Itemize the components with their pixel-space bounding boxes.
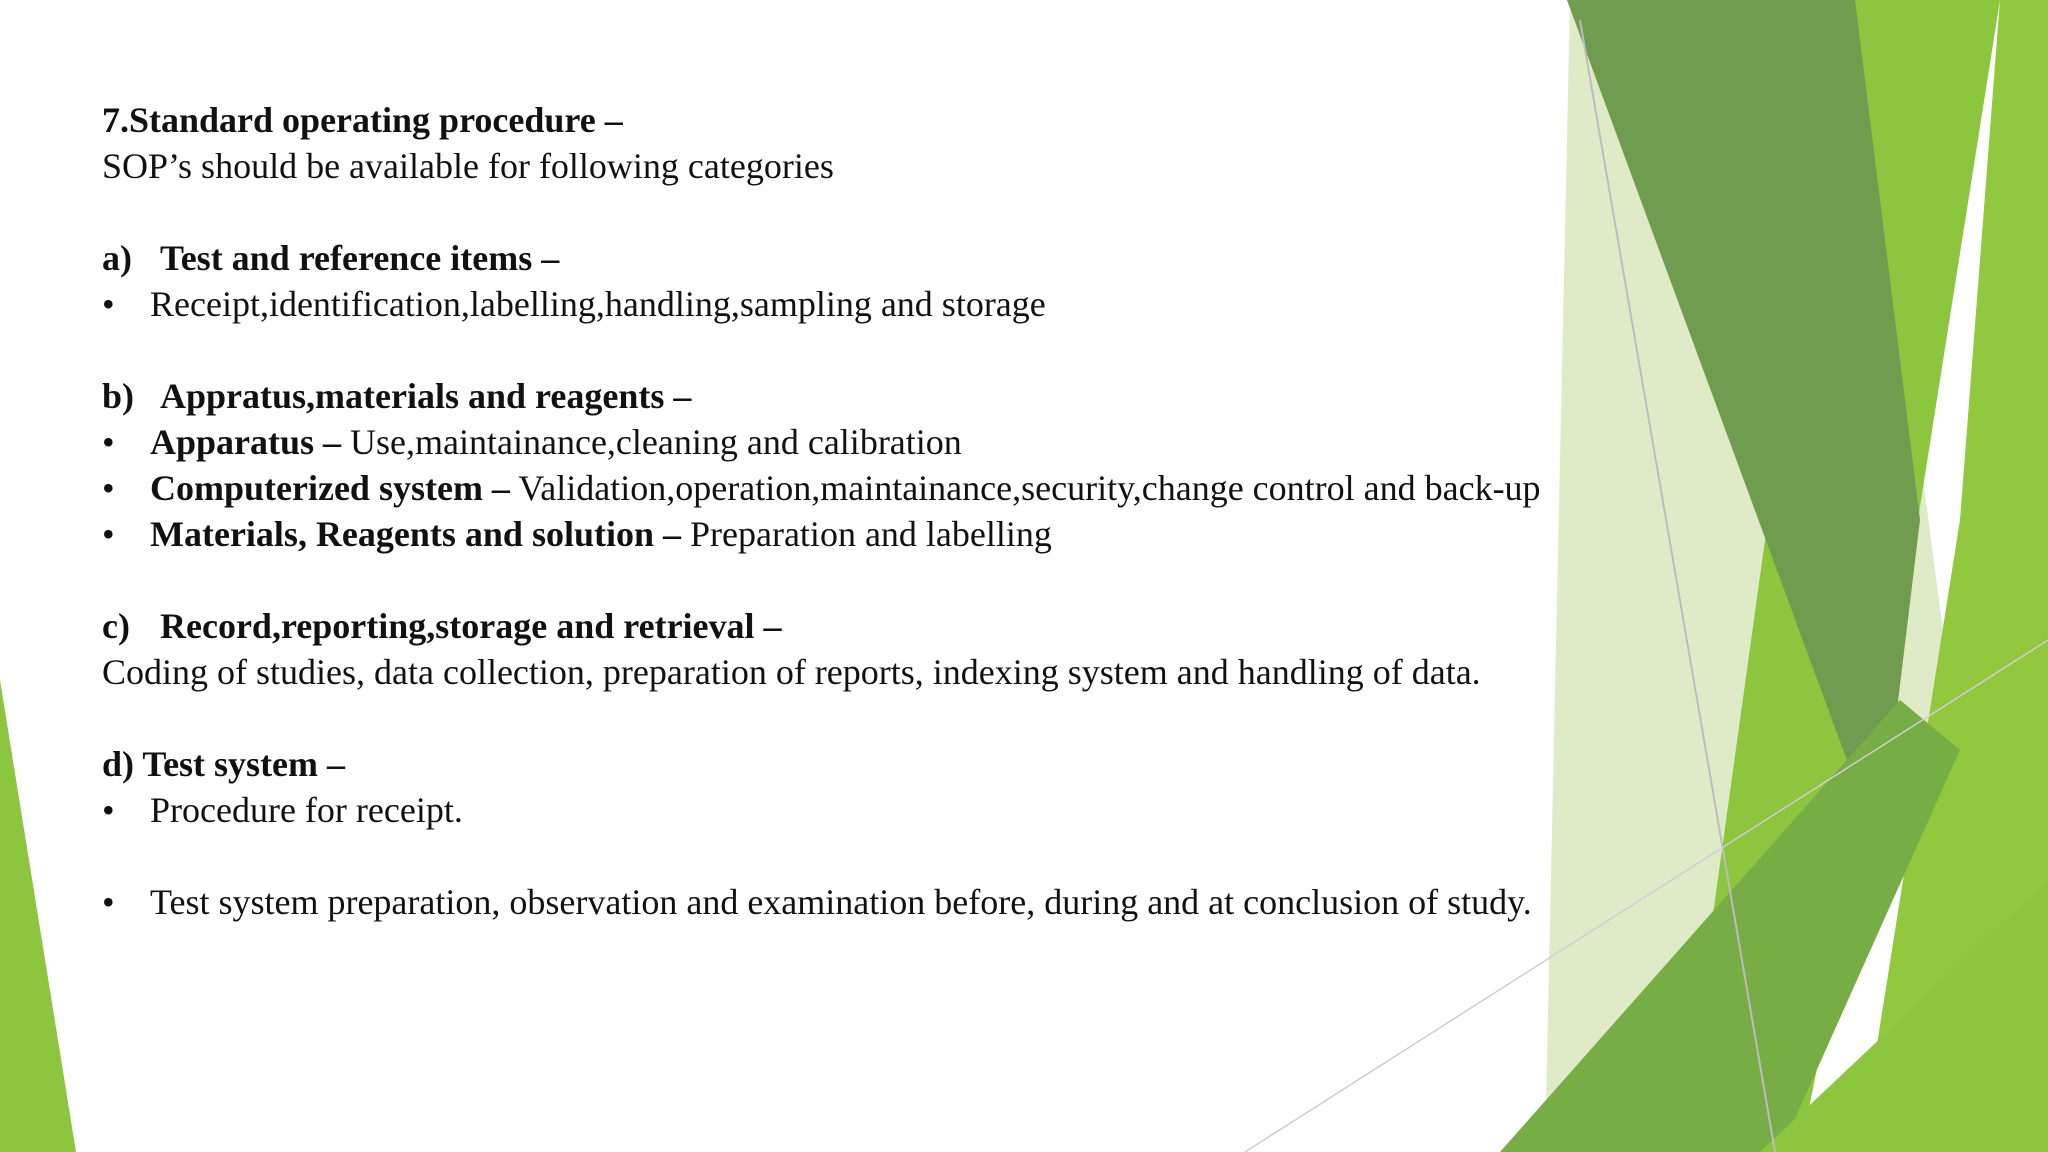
- list-item-label: Apparatus –: [150, 422, 342, 462]
- left-green-shape: [0, 680, 76, 1152]
- bullet-icon: •: [102, 468, 115, 508]
- list-item-text: Procedure for receipt.: [150, 790, 463, 830]
- list-item: [102, 465, 1710, 511]
- bullet-icon: •: [102, 514, 115, 554]
- bullet-icon: •: [102, 882, 115, 922]
- section-b-heading: [102, 373, 1662, 419]
- list-item-label: Computerized system –: [150, 468, 510, 508]
- section-a-heading: [102, 235, 1662, 281]
- spacer: [102, 189, 1662, 235]
- list-item: [102, 879, 1662, 925]
- spacer: [102, 327, 1662, 373]
- list-item-text: Validation,operation,maintainance,security,change control and back-up: [509, 468, 1541, 508]
- slide-content: [102, 97, 1662, 925]
- list-item-label: Materials, Reagents and solution –: [150, 514, 681, 554]
- section-b-title: Appratus,materials and reagents –: [160, 376, 692, 416]
- list-item-text: Use,maintainance,cleaning and calibration: [341, 422, 962, 462]
- spacer: [102, 833, 1662, 879]
- list-item: [102, 419, 1662, 465]
- page-title: 7.Standard operating procedure –: [102, 100, 623, 140]
- list-item-text: Test system preparation, observation and examination before, during and at conclusion of study.: [150, 882, 1532, 922]
- list-item: [102, 281, 1662, 327]
- section-b-letter: b): [102, 376, 135, 416]
- list-item: [102, 787, 1662, 833]
- bullet-icon: •: [102, 284, 115, 324]
- section-c-letter: c): [102, 606, 130, 646]
- list-item-text: Receipt,identification,labelling,handling,sampling and storage: [150, 284, 1046, 324]
- intro-text: SOP’s should be available for following categories: [102, 146, 834, 186]
- spacer: [102, 557, 1662, 603]
- section-a-title: Test and reference items –: [160, 238, 560, 278]
- list-item-text: Preparation and labelling: [681, 514, 1052, 554]
- list-item: [102, 511, 1662, 557]
- section-c-body: Coding of studies, data collection, preparation of reports, indexing system and handling of data.: [102, 652, 1481, 692]
- section-c-heading: [102, 603, 1662, 649]
- spacer: [102, 695, 1662, 741]
- section-c-title: Record,reporting,storage and retrieval –: [160, 606, 782, 646]
- bullet-icon: •: [102, 790, 115, 830]
- bullet-icon: •: [102, 422, 115, 462]
- section-a-letter: a): [102, 238, 132, 278]
- section-d-heading: d) Test system –: [102, 744, 346, 784]
